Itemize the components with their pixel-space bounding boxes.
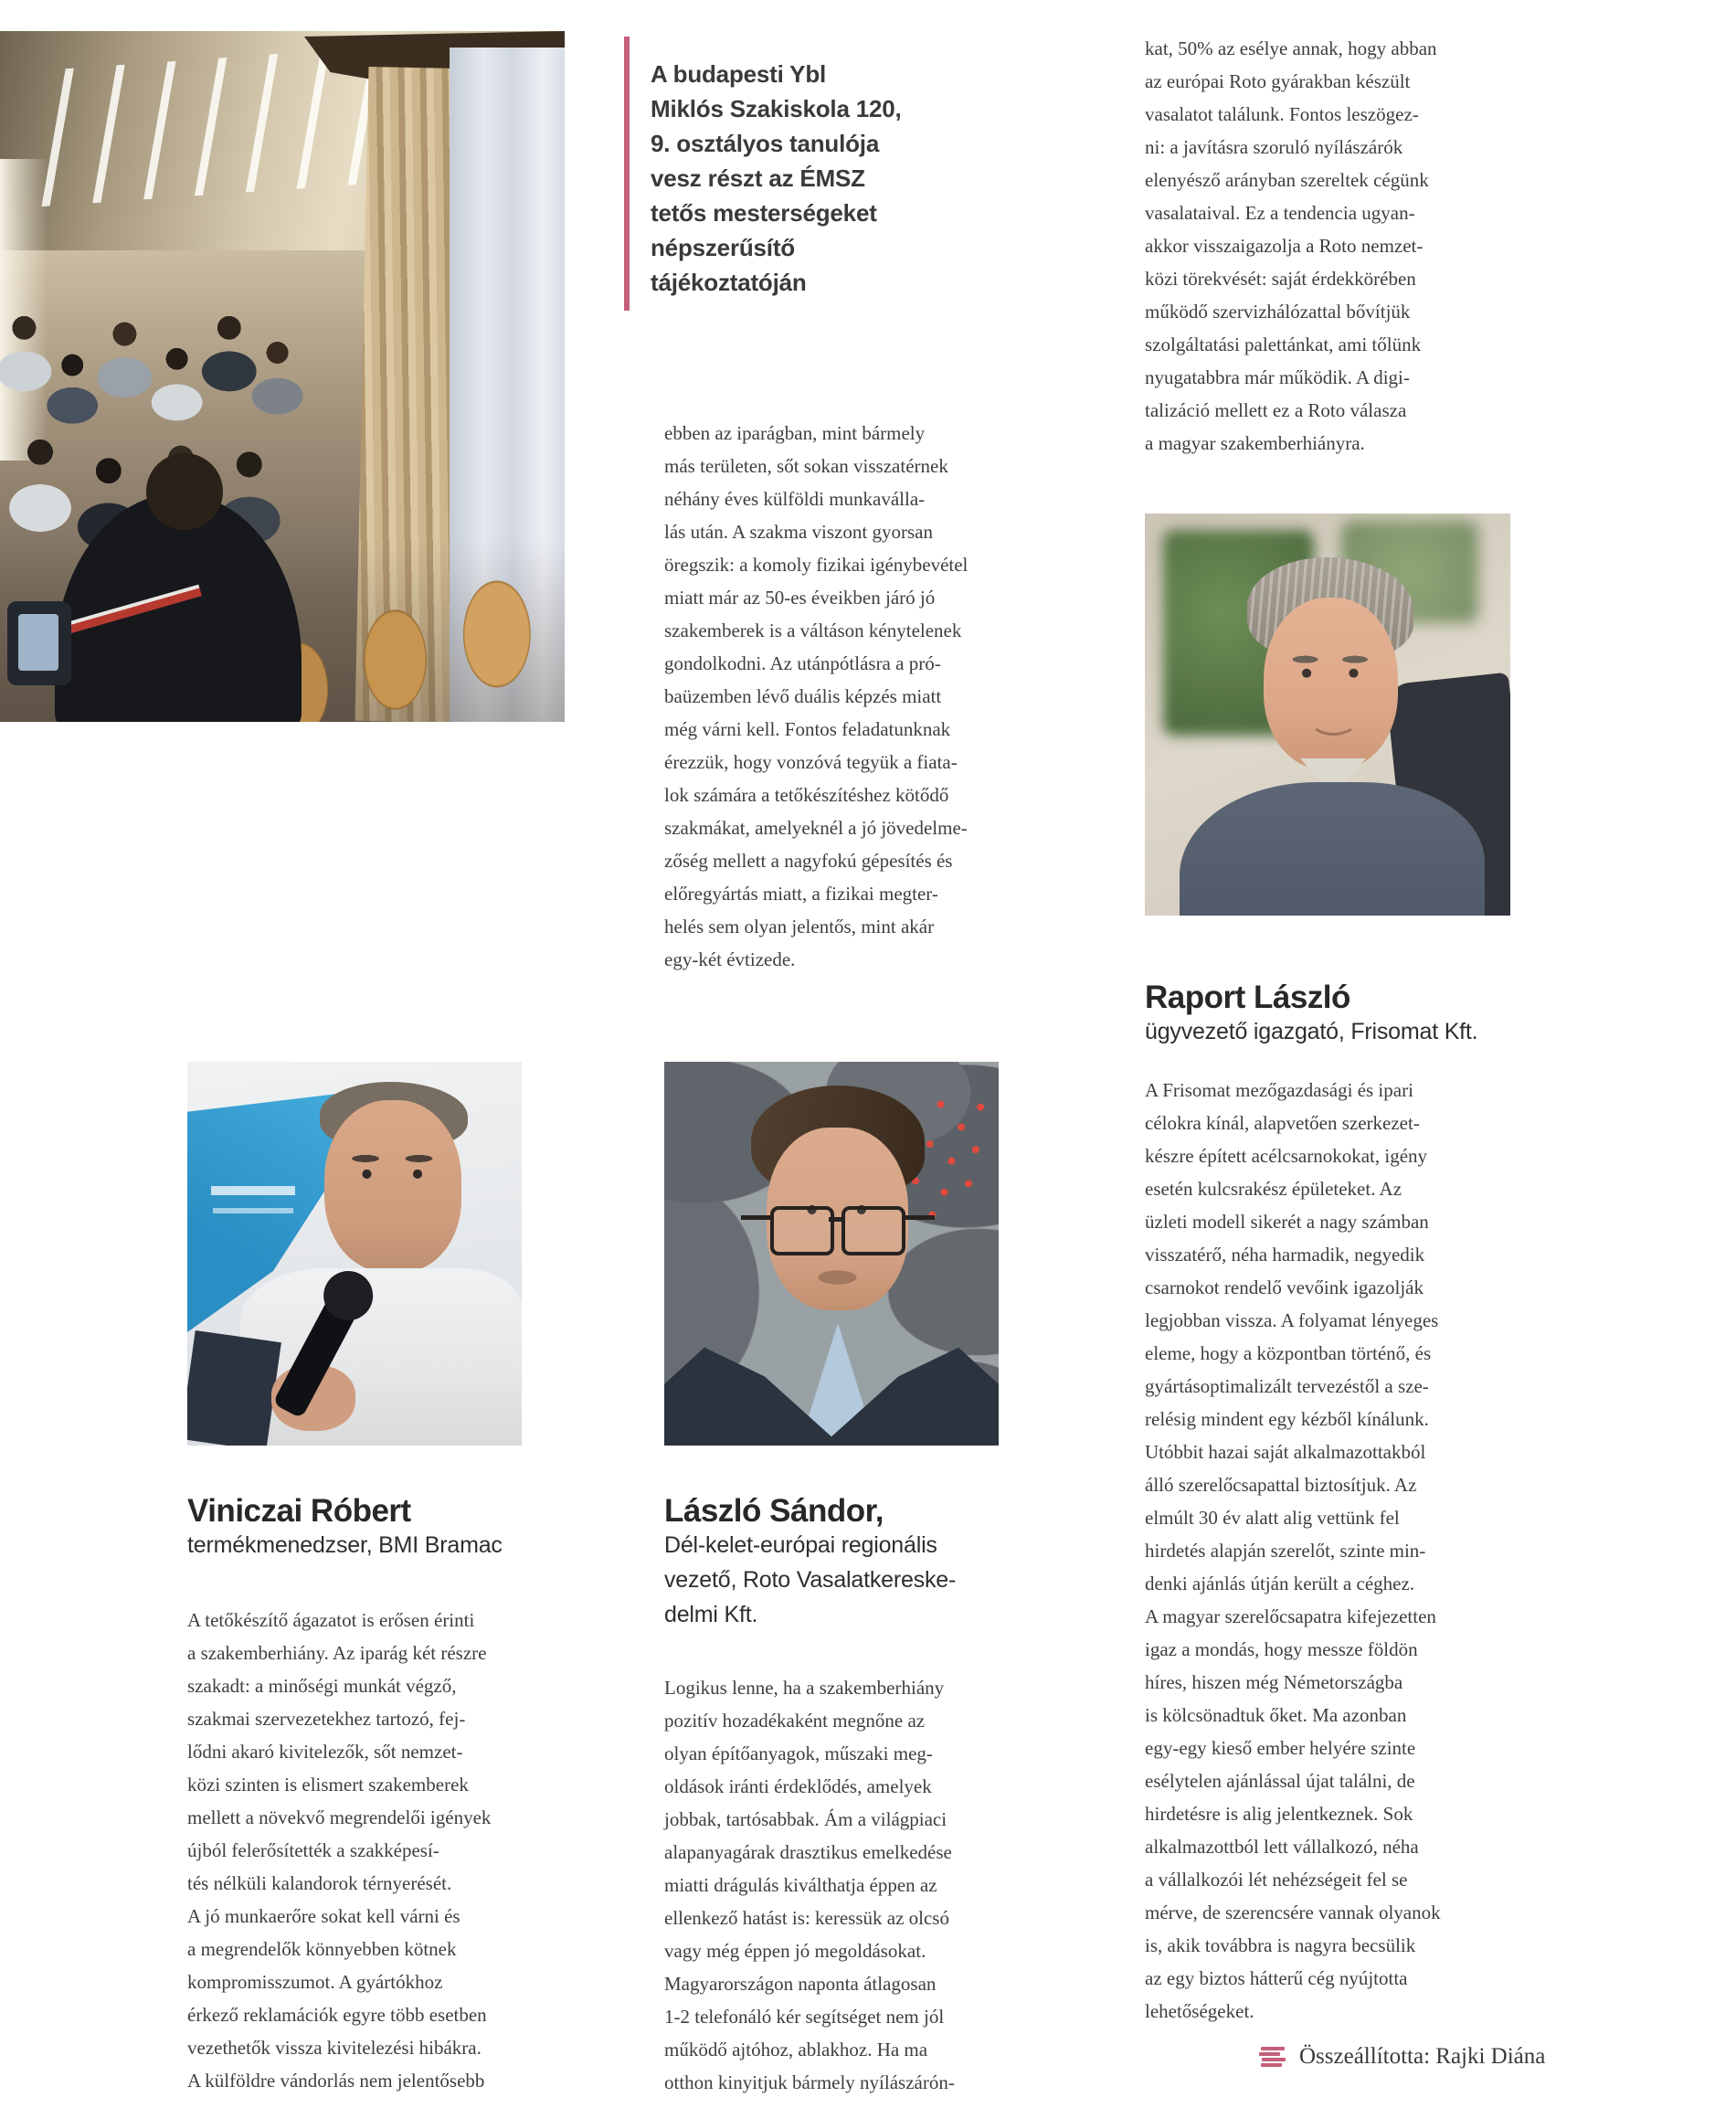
- photo-phone-hand: [7, 601, 71, 685]
- stacked-lines-icon: [1259, 2047, 1286, 2067]
- photo-caption: A budapesti Ybl Miklós Szakiskola 120, 9. osztályos tanulója vesz részt az ÉMSZ tetős mesterségeket népszerűsítő tájékoztatóján: [651, 60, 902, 296]
- photo-dark-shoulder: [187, 1330, 281, 1446]
- credit-text: Összeállította: Rajki Diána: [1299, 2044, 1546, 2069]
- person-body-raport: A Frisomat mezőgazdasági és ipari célokra kínál, alapvetően szerkezet- készre épített acélcsarnokokat, igény esetén kulcsrakész épületeket. Az üzleti modell sikerét a nagy számban visszatérő, néha harmadik, negyedik csarnokot rendelő vevőink igazolják legjobban vissza. A folyamat lényeges eleme, hogy a központban történő, és gyártásoptimalizált tervezéstől a sze- relésig mindent egy kézből kínálunk. Utóbbit hazai saját alkalmazottakból álló szerelőcsapattal biztosítjuk. Az elmúlt 30 év alatt alig vettünk fel hirdetés alapján szerelőt, szinte min- denki ajánlás útján került a céghez. A magyar szerelőcsapatra kifejezetten igaz a mondás, hogy messze földön híres, hiszen még Németországba is kölcsönadtuk őket. Ma azonban egy-egy kieső ember helyére szinte esélytelen ajánlással újat találni, de hirdetésre is alig jelentkeznek. Sok alkalmazottból lett vállalkozó, néha a vállalkozói lét nehézségeit fel se mérve, de szerencsére vannak olyanok is, akik továbbra is nagyra becsülik az egy biztos hátterű cég nyújtotta lehetőségeket.: [1145, 1079, 1441, 2022]
- credit-line: [1259, 2043, 1545, 2071]
- photo-glasses-right-lens: [842, 1206, 905, 1255]
- person-role-laszlo: Dél-kelet-európai regionális vezető, Roto Vasalatkereske- delmi Kft.: [664, 1532, 957, 1627]
- person-role-raport: ügyvezető igazgató, Frisomat Kft.: [1145, 1019, 1478, 1044]
- portrait-laszlo-sandor: [664, 1062, 999, 1446]
- person-name-viniczai: Viniczai Róbert: [187, 1493, 411, 1529]
- person-body-laszlo: Logikus lenne, ha a szakemberhiány pozitív hozadékaként megnőne az olyan építőanyagok, műszaki meg- oldások iránti érdeklődés, amelyek jobbak, tartósabbak. Ám a világpiaci alapanyagárak drasztikus emelkedése miatti drágulás kiválthatja éppen az ellenkező hatást is: keressük az olcsó vagy még éppen jó megoldásokat. Magyarországon naponta átlagosan 1-2 telefonáló kér segítséget nem jól működő ajtóhoz, ablakhoz. Ha ma otthon kinyitjuk bármely nyílászárón-: [664, 1677, 955, 2093]
- portrait-raport-laszlo: [1145, 514, 1510, 916]
- photo-sweater: [1180, 782, 1485, 916]
- photo-face: [1264, 598, 1398, 769]
- person-name-laszlo: László Sándor,: [664, 1493, 884, 1529]
- event-audience-photo: [0, 31, 565, 722]
- portrait-viniczai-robert: [187, 1062, 522, 1446]
- photo-glasses-arm-right: [904, 1215, 935, 1220]
- photo-face: [324, 1100, 461, 1272]
- person-name-raport: Raport László: [1145, 980, 1350, 1015]
- person-role-viniczai: termékmenedzser, BMI Bramac: [187, 1532, 503, 1558]
- photo-glasses-left-lens: [770, 1206, 834, 1255]
- column-middle-top: ebben az iparágban, mint bármely más területen, sőt sokan visszatérnek néhány éves külföldi munkaválla- lás után. A szakma viszont gyorsan öregszik: a komoly fizikai igénybevétel miatt már az 50-es éveikben járó jó szakemberek is a váltáson kénytelenek gondolkodni. Az utánpótlásra a pró- baüzemben lévő duális képzés miatt még várni kell. Fontos feladatunknak érezzük, hogy vonzóvá tegyük a fiata- lok számára a tetőkészítéshez kötődő szakmákat, amelyeknél a jó jövedelme- zőség mellett a nagyfokú gépesítés és előregyártás miatt, a fizikai megter- helés sem olyan jelentős, mint akár egy-két évtizede.: [664, 422, 969, 970]
- photo-glasses-bridge: [829, 1217, 843, 1222]
- caption-accent-bar: [624, 37, 630, 311]
- person-body-viniczai: A tetőkészítő ágazatot is erősen érinti a szakemberhiány. Az iparág két részre szakadt: a minőségi munkát végző, szakmai szervezetekhez tartozó, fej- lődni akaró kivitelezők, sőt nemzet- közi szinten is elismert szakemberek mellett a növekvő megrendelői igények újból felerősítették a szakképesí- tés nélküli kalandorok térnyerését. A jó munkaerőre sokat kell várni és a megrendelők könnyebben kötnek kompromisszumot. A gyártókhoz érkező reklamációk egyre több esetben vezethetők vissza kivitelezési hibákra. A külföldre vándorlás nem jelentősebb: [187, 1609, 492, 2092]
- column-right-top: kat, 50% az esélye annak, hogy abban az európai Roto gyárakban készült vasalatot találunk. Fontos leszögez- ni: a javításra szoruló nyílászárók elenyésző arányban szereltek cégünk vasalataival. Ez a tendencia ugyan- akkor visszaigazolja a Roto nemzet- közi törekvését: saját érdekkörében működő szervizhálózattal bővítjük szolgáltatási palettánkat, ami tőlünk nyugatabbra már működik. A digi- talizáció mellett ez a Roto válasza a magyar szakemberhiányra.: [1145, 37, 1437, 454]
- photo-glasses-arm-left: [741, 1215, 772, 1220]
